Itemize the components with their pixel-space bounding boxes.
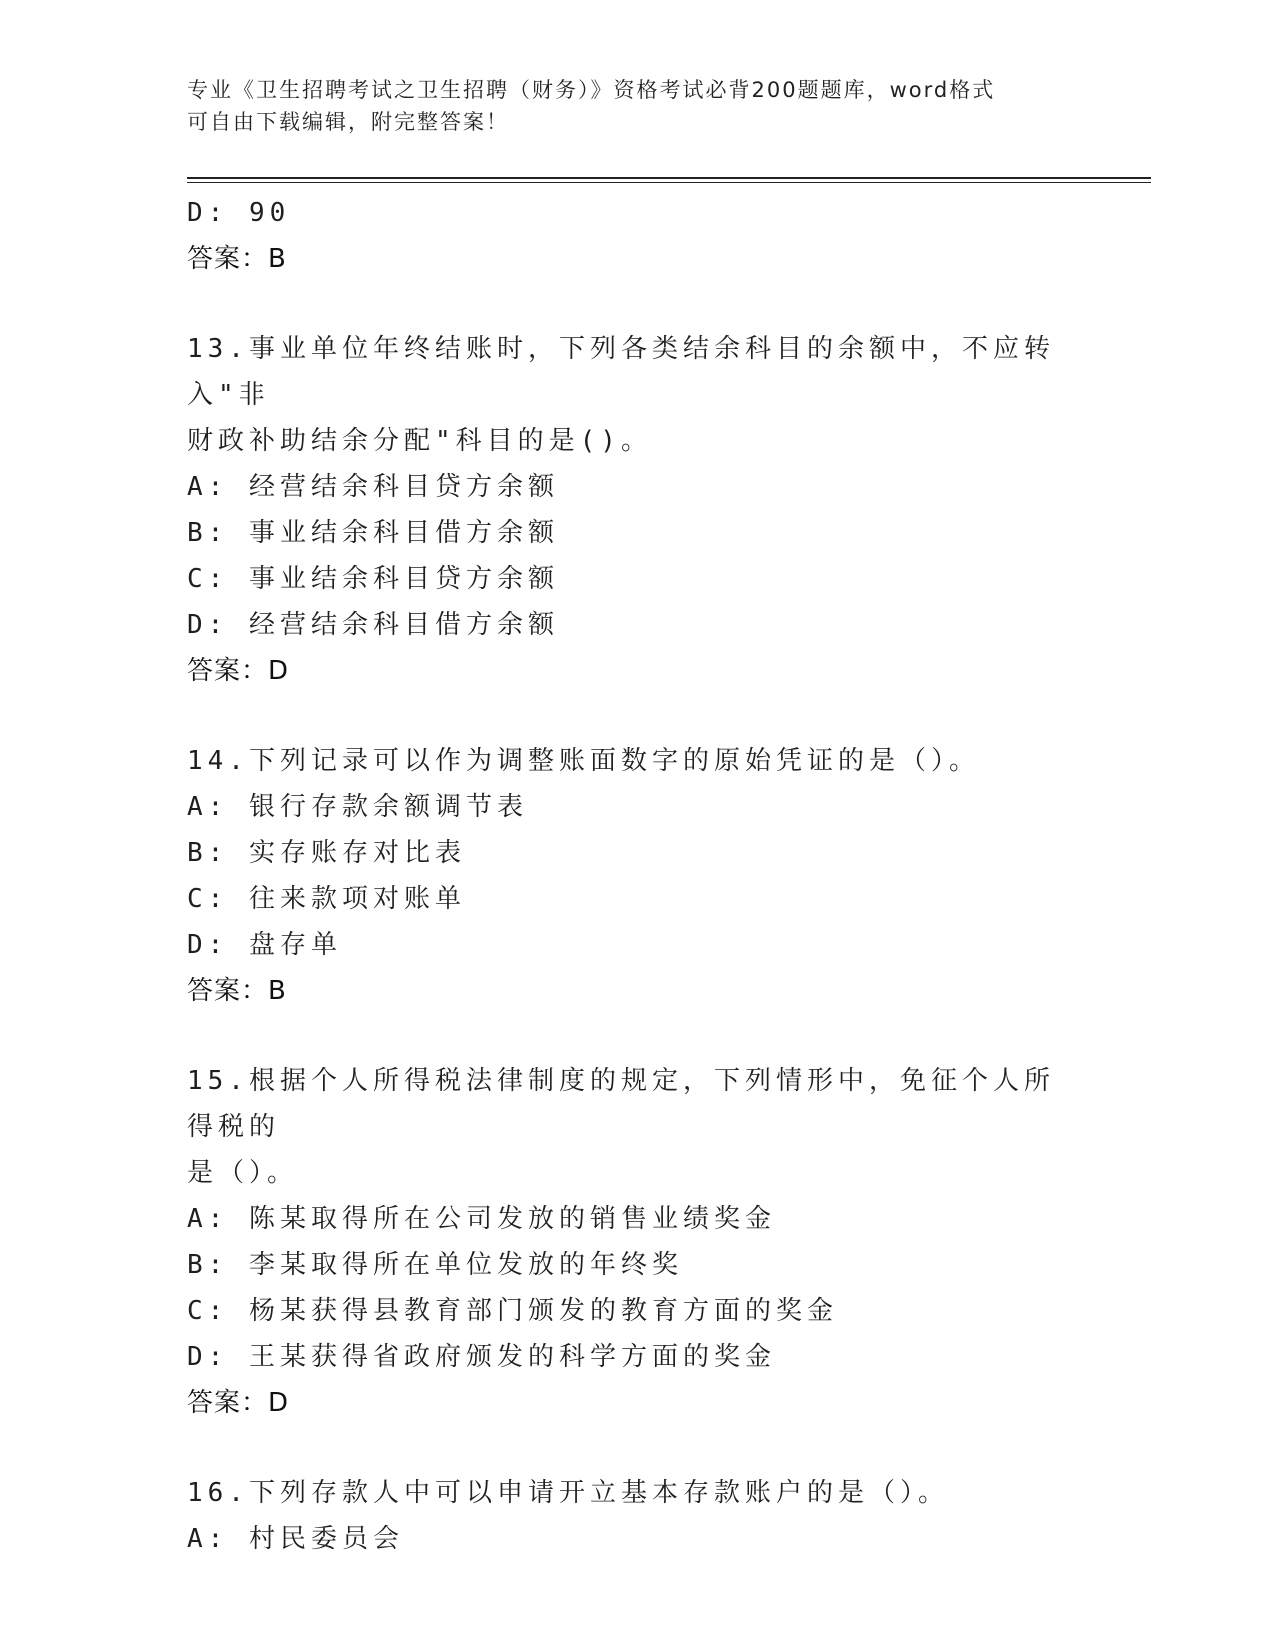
question-13	[187, 326, 1087, 694]
question-16	[187, 1470, 1087, 1562]
header-line-1: 专业《卫生招聘考试之卫生招聘（财务）》资格考试必背200题题库，word格式	[187, 78, 996, 102]
answer-line: 答案：D	[187, 656, 290, 686]
option-d: D: 王某获得省政府颁发的科学方面的奖金	[187, 1342, 776, 1372]
header-line-2: 可自由下载编辑，附完整答案！	[187, 110, 509, 134]
question-15	[187, 1058, 1087, 1426]
question-stem-line-1: 14.下列记录可以作为调整账面数字的原始凭证的是（）。	[187, 746, 980, 776]
option-d: D: 盘存单	[187, 930, 342, 960]
option-b: B: 李某取得所在单位发放的年终奖	[187, 1250, 683, 1280]
document-header	[187, 74, 1087, 138]
option-a: A: 村民委员会	[187, 1524, 404, 1554]
answer-line: 答案：D	[187, 1388, 290, 1418]
question-14	[187, 738, 1087, 1014]
question-stem-line-2: 财政补助结余分配"科目的是()。	[187, 426, 652, 456]
answer-line: 答案：B	[187, 976, 287, 1006]
question-stem-line-2: 是（）。	[187, 1158, 299, 1188]
option-b: B: 事业结余科目借方余额	[187, 518, 559, 548]
spacer	[187, 694, 1087, 738]
option-a: A: 陈某取得所在公司发放的销售业绩奖金	[187, 1204, 776, 1234]
previous-question-tail	[187, 190, 1087, 282]
question-stem-line-1: 16.下列存款人中可以申请开立基本存款账户的是（）。	[187, 1478, 949, 1508]
option-c: C: 往来款项对账单	[187, 884, 466, 914]
option-a: A: 银行存款余额调节表	[187, 792, 528, 822]
spacer	[187, 282, 1087, 326]
spacer	[187, 1014, 1087, 1058]
question-list	[187, 190, 1087, 1562]
header-rule-thick	[187, 177, 1151, 179]
spacer	[187, 1426, 1087, 1470]
option-c: C: 杨某获得县教育部门颁发的教育方面的奖金	[187, 1296, 838, 1326]
question-stem-line-1: 15.根据个人所得税法律制度的规定，下列情形中，免征个人所得税的	[187, 1066, 1055, 1142]
option-a: A: 经营结余科目贷方余额	[187, 472, 559, 502]
question-stem-line-1: 13.事业单位年终结账时，下列各类结余科目的余额中，不应转入"非	[187, 334, 1055, 410]
answer-line: 答案：B	[187, 244, 287, 274]
option-b: B: 实存账存对比表	[187, 838, 466, 868]
header-rule-thin	[187, 182, 1151, 183]
option-d: D: 90	[187, 198, 291, 228]
option-d: D: 经营结余科目借方余额	[187, 610, 559, 640]
option-c: C: 事业结余科目贷方余额	[187, 564, 559, 594]
